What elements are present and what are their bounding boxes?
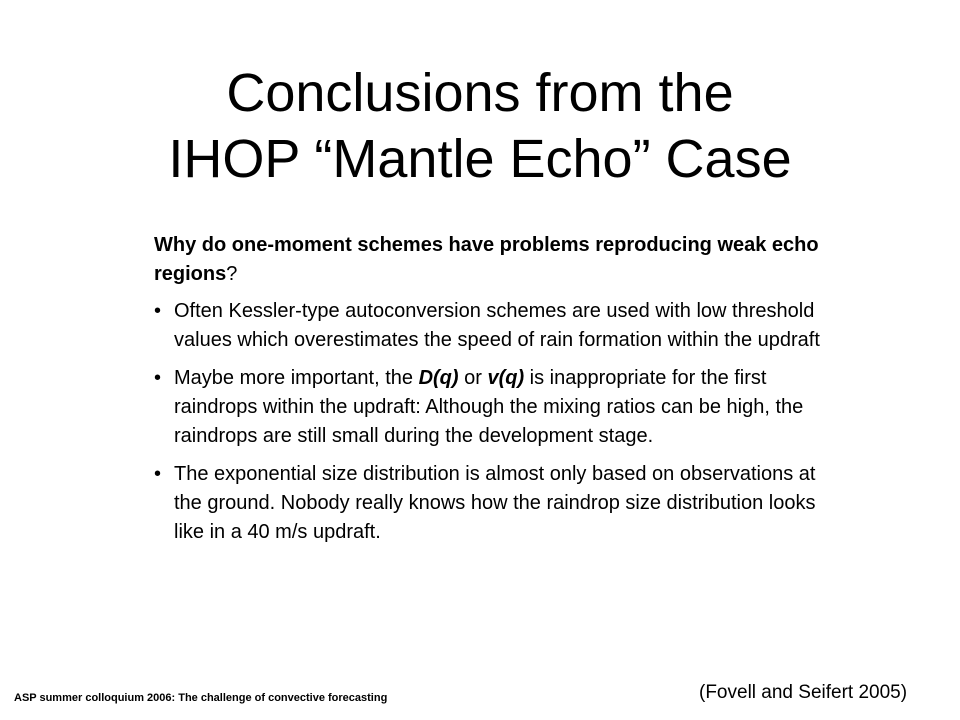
bullet-item (154, 460, 834, 547)
bullet-text: Often Kessler-type autoconversion schemes are used with low threshold values which overestimates the speed of rain formation within the updraft (174, 300, 820, 351)
slide-footer: ASP summer colloquium 2006: The challenge of convective forecasting (14, 692, 388, 704)
bullet-icon: • (154, 367, 162, 389)
bullet-item (154, 364, 834, 451)
title-line-2: IHOP “Mantle Echo” Case (168, 129, 792, 189)
bullet-text: The exponential size distribution is almost only based on observations at the ground. Nobody really knows how the raindrop size distribution looks like in a 40 m/s updraft. (174, 463, 816, 543)
bullet-term-dq: D(q) (418, 367, 459, 389)
bullet-text-pre: Maybe more important, the (174, 367, 419, 389)
question-mark: ? (226, 263, 238, 285)
bullet-term-vq: v(q) (487, 367, 525, 389)
citation: (Fovell and Seifert 2005) (699, 682, 908, 703)
question-bold: Why do one-moment schemes have problems reproducing weak echo regions (154, 234, 819, 285)
slide-body (154, 231, 834, 556)
title-line-1: Conclusions from the (226, 63, 734, 123)
bullet-icon: • (154, 300, 162, 322)
bullet-item (154, 297, 834, 355)
bullet-text-mid: or (458, 367, 488, 389)
slide-title (0, 60, 960, 192)
bullet-icon: • (154, 463, 162, 485)
bullet-text-post: is inappropriate for the first raindrops within the updraft: Although the mixing ratios can be high, the raindrops are still small during the development stage. (174, 367, 804, 447)
bullet-list (154, 297, 834, 547)
question-text (154, 231, 834, 289)
